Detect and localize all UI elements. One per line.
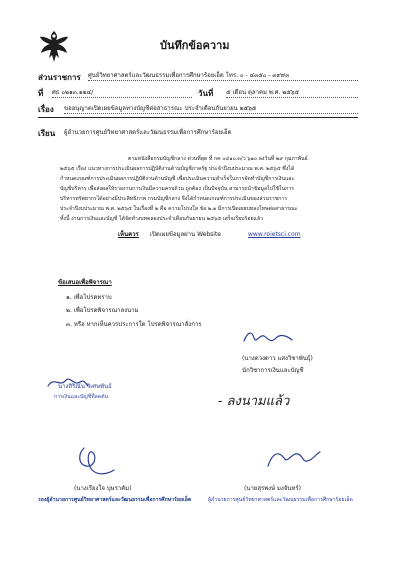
director-title: ผู้อำนวยการศูนย์วิทยาศาสตร์และวัฒนธรรมเพื่อการศึกษาร้อยเอ็ด bbox=[208, 497, 353, 503]
department-label: ส่วนราชการ bbox=[38, 73, 81, 82]
to-label: เรียน bbox=[38, 129, 56, 138]
deputy-signature-icon bbox=[72, 440, 120, 480]
reference-label: ที่ bbox=[38, 89, 44, 98]
body-line: ๒๕๖๕ เรื่อง แนวทางการประเมินผลการปฏิบัติงานด้านบัญชีภาครัฐ ประจำปีงบประมาณ พ.ศ. ๒๕๖๕ ซึ่งได้ bbox=[60, 166, 295, 172]
body-line: บริหารทรัพยากรได้อย่างมีประสิทธิภาพ กรมบัญชีกลาง จึงได้กำหนดเกณฑ์การประเมินของส่วนราชการ bbox=[60, 196, 288, 202]
accountant-stamp-title: การเงินและบัญชีที่ลดต้น bbox=[54, 394, 109, 400]
reference-value: ศธ ๐๒๑๓.๑๒๔/ bbox=[52, 89, 192, 98]
date-value: ๕ เดือน ตุลาคม พ.ศ. ๒๕๖๕ bbox=[226, 89, 358, 98]
proposal-item: ๑. เพื่อโปรดทราบ bbox=[66, 294, 112, 301]
deputy-title: รองผู้อำนวยการศูนย์วิทยาศาสตร์และวัฒนธรรมเพื่อการศึกษาร้อยเอ็ด bbox=[38, 497, 192, 503]
body-line: บัญชีบริหาร เพื่อส่งผลให้รายงานการเงินมีความครบถ้วน ถูกต้อง เป็นปัจจุบัน สามารถนำข้อมูลไปใช้ในการ bbox=[60, 186, 294, 192]
to-value: ผู้อำนวยการศูนย์วิทยาศาสตร์และวัฒนธรรมเพื่อการศึกษาร้อยเอ็ด bbox=[64, 129, 232, 136]
officer-title: นักวิชาการเงินและบัญชี bbox=[242, 367, 304, 374]
recommend-text: เปิดเผยข้อมูลผ่าน Website bbox=[150, 231, 221, 238]
department-value: ศูนย์วิทยาศาสตร์และวัฒนธรรมเพื่อการศึกษาร้อยเอ็ด โทร. ๐ - ๔๓๕๐ - ๓๙๙๓ bbox=[88, 72, 358, 81]
recommend-label: เห็นควร bbox=[118, 231, 139, 238]
body-line: ทั้งนี้ งานการเงินและบัญชี ได้จัดทำงบทดลองประจำเดือนกันยายน ๒๕๖๕ เสร็จเรียบร้อยแล้ว bbox=[60, 216, 263, 222]
approval-note: - ลงนามแล้ว bbox=[218, 394, 290, 409]
date-label: วันที่ bbox=[198, 89, 214, 98]
officer-name: (นางดวงดาว แสงวิชาพันธุ์) bbox=[242, 355, 313, 362]
proposal-heading: ข้อเสนอเพื่อพิจารณา bbox=[58, 279, 112, 286]
subject-value: ขออนุญาตเปิดเผยข้อมูลทางบัญชีต่อสาธารณะ ประจำเดือนกันยายน ๒๕๖๕ bbox=[64, 105, 358, 114]
director-signature-icon bbox=[262, 444, 322, 474]
proposal-item: ๒. เพื่อโปรดพิจารณาลงนาม bbox=[66, 307, 139, 314]
accountant-stamp-name: นางสิริณัน วิเศษพันธ์ bbox=[58, 383, 112, 390]
body-line: กำหนดเกณฑ์การประเมินผลการปฏิบัติงานด้านบัญชี เพื่อประเมินความสำเร็จในการจัดทำบัญชีการเงินและ bbox=[60, 176, 295, 182]
website-link[interactable]: www.roietsci.com bbox=[248, 231, 301, 238]
body-line: ประจำปีงบประมาณ พ.ศ. ๒๕๖๕ ในเรื่องที่ ๒ คือ ความโปร่งใส ข้อ ๒.๑ มีการเปิดเผยบทลงโทษต่อสาธารณะ bbox=[60, 206, 298, 212]
proposal-item: ๓. หรือ หากเห็นควรประการใด โปรดพิจารณาสั่งการ bbox=[66, 321, 202, 328]
memo-title: บันทึกข้อความ bbox=[160, 39, 230, 52]
garuda-emblem-icon bbox=[36, 28, 72, 66]
director-name: (นายสุรพงษ์ มงจันทร์) bbox=[244, 485, 301, 492]
officer-signature-icon bbox=[240, 326, 296, 348]
header-divider bbox=[38, 117, 358, 118]
body-line: ตามหนังสือกรมบัญชีกลาง ด่วนที่สุด ที่ กค ๐๔๑๐.๓/ว ๖๑๐ ลงวันที่ ๒๙ กุมภาพันธ์ bbox=[128, 156, 308, 162]
subject-label: เรื่อง bbox=[38, 105, 54, 114]
deputy-name: (นางเรียงใจ บุษราคัม) bbox=[74, 485, 132, 492]
